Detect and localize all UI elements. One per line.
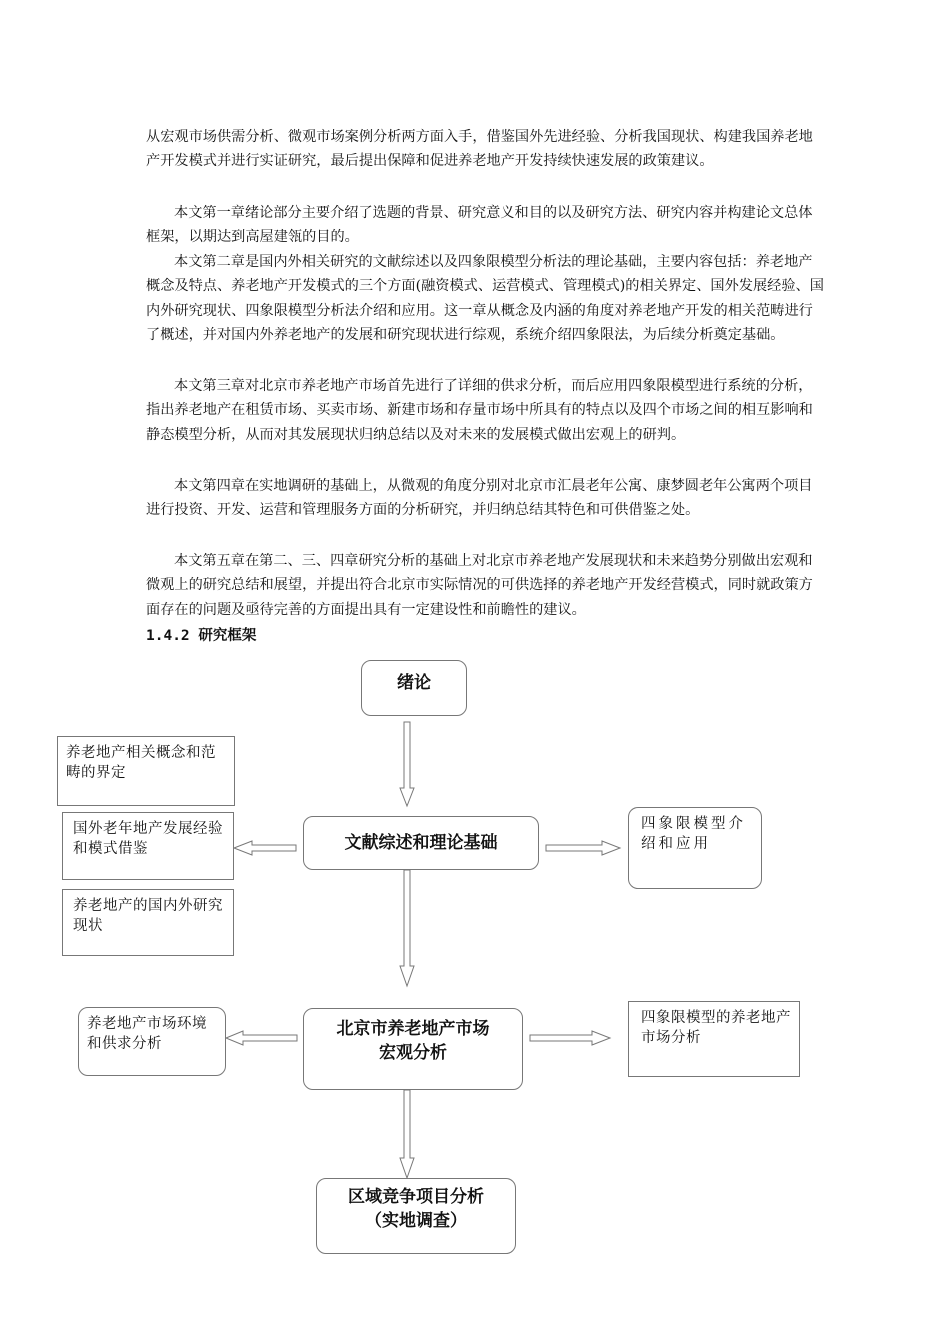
paragraph-chapter-3: 本文第三章对北京市养老地产市场首先进行了详细的供求分析，而后应用四象限模型进行系统的分析，指出养老地产在租赁市场、买卖市场、新建市场和存量市场中所具有的特点以及四个市场之间的相互影响和静态模型分析，从而对其发展现状归纳总结以及对未来的发展模式做出宏观上的研判。: [146, 378, 813, 443]
arrow-literature-to-beijing: [400, 870, 414, 986]
box-literature: [303, 816, 539, 870]
box-bj-right: [628, 1001, 800, 1077]
box-lit-left-3: [62, 889, 234, 956]
box-lit-left-1: [57, 736, 235, 806]
box-regional-label-line2: （实地调查）: [365, 1211, 467, 1231]
box-lit-left-3-label: 养老地产的国内外研究现状: [73, 898, 223, 934]
paragraph-chapter-2: 本文第二章是国内外相关研究的文献综述以及四象限模型分析法的理论基础，主要内容包括：养老地产概念及特点、养老地产开发模式的三个方面(融资模式、运营模式、管理模式)的相关界定、国外发展经验、国内外研究现状、四象限模型分析法介绍和应用。这一章从概念及内涵的角度对养老地产开发的相关范畴进行了概述，并对国内外养老地产的发展和研究现状进行综观，系统介绍四象限法，为后续分析奠定基础。: [146, 254, 824, 343]
arrow-literature-to-left: [234, 841, 296, 855]
paragraph-chapter-5: 本文第五章在第二、三、四章研究分析的基础上对北京市养老地产发展现状和未来趋势分别做出宏观和微观上的研究总结和展望，并提出符合北京市实际情况的可供选择的养老地产开发经营模式，同时就政策方面存在的问题及亟待完善的方面提出具有一定建设性和前瞻性的建议。: [146, 553, 813, 618]
paragraph-intro-continued: 从宏观市场供需分析、微观市场案例分析两方面入手，借鉴国外先进经验、分析我国现状、构建我国养老地产开发模式并进行实证研究，最后提出保障和促进养老地产开发持续快速发展的政策建议。: [146, 129, 813, 170]
paragraph-chapter-1: 本文第一章绪论部分主要介绍了选题的背景、研究意义和目的以及研究方法、研究内容并构建论文总体框架，以期达到高屋建瓴的目的。: [146, 205, 813, 246]
box-beijing-label-line2: 宏观分析: [379, 1043, 447, 1063]
box-regional: [316, 1178, 516, 1254]
arrow-beijing-to-left: [226, 1031, 297, 1045]
box-intro: [361, 660, 467, 716]
box-bj-left: [78, 1007, 226, 1076]
arrow-beijing-to-right: [530, 1031, 610, 1045]
arrow-beijing-to-regional: [400, 1090, 414, 1178]
box-lit-right-label: 四象限模型介绍和应用: [641, 816, 746, 852]
box-lit-left-2: [62, 812, 234, 880]
box-bj-right-label: 四象限模型的养老地产市场分析: [641, 1010, 791, 1046]
box-literature-label: 文献综述和理论基础: [344, 833, 498, 853]
box-lit-right: [628, 807, 762, 889]
box-intro-label: 绪论: [397, 673, 431, 693]
box-bj-left-label: 养老地产市场环境和供求分析: [87, 1016, 207, 1052]
arrow-intro-to-literature: [400, 722, 414, 806]
box-beijing: [303, 1008, 523, 1090]
box-regional-label-line1: 区域竞争项目分析: [348, 1187, 484, 1207]
section-heading: 1.4.2 研究框架: [146, 628, 257, 644]
box-lit-left-1-label: 养老地产相关概念和范畴的界定: [66, 745, 216, 781]
box-lit-left-2-label: 国外老年地产发展经验和模式借鉴: [73, 821, 223, 857]
arrow-literature-to-right: [546, 841, 620, 855]
box-beijing-label-line1: 北京市养老地产市场: [336, 1019, 490, 1039]
paragraph-chapter-4: 本文第四章在实地调研的基础上，从微观的角度分别对北京市汇晨老年公寓、康梦圆老年公寓两个项目进行投资、开发、运营和管理服务方面的分析研究，并归纳总结其特色和可供借鉴之处。: [146, 478, 813, 519]
